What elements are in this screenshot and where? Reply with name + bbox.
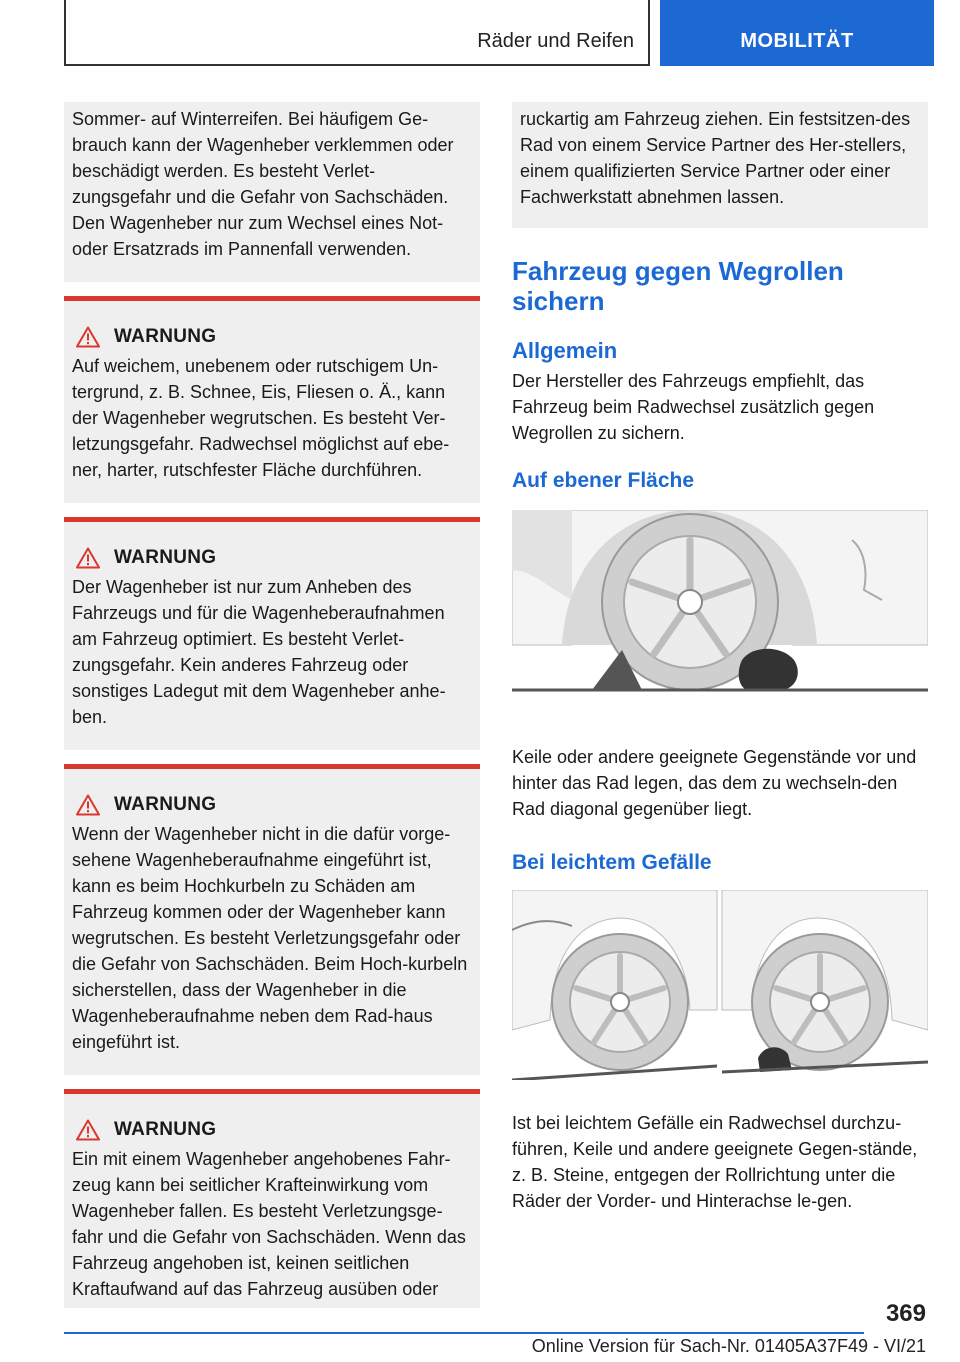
warning-title: WARNUNG: [114, 1119, 217, 1140]
footer-version-text: Online Version für Sach-Nr. 01405A37F49 - VI/21: [531, 1336, 926, 1356]
continued-box: [512, 102, 928, 228]
warning-box-3: [64, 764, 480, 1075]
chapter-tab-label: MOBILITÄT: [740, 30, 854, 52]
warning-header: [72, 1116, 472, 1144]
flat-surface-illustration: [512, 510, 928, 696]
subheading-slope: Bei leichtem Gefälle: [512, 851, 712, 874]
section-heading: Fahrzeug gegen Wegrollen sichern: [512, 256, 844, 316]
intro-text: Sommer- auf Winterreifen. Bei häufigem Ge-brauch kann der Wagenheber verklemmen oder beschädigt werden. Es besteht Verlet-zungsgefahr und die Gefahr von Sachschäden. Den Wagenheber nur zum Wechsel eines Not- oder Ersatzrads im Pannenfall verwenden.: [72, 109, 454, 259]
header-section-box: [64, 0, 650, 66]
flat-text: Keile oder andere geeignete Gegenstände vor und hinter das Rad legen, das dem zu wechseln-den Rad diagonal gegenüber liegt.: [512, 747, 917, 819]
warning-title: WARNUNG: [114, 794, 217, 815]
subheading-general: Allgemein: [512, 338, 618, 363]
section-title: Räder und Reifen: [477, 30, 634, 52]
warning-text: Wenn der Wagenheber nicht in die dafür vorge-sehene Wagenheberaufnahme eingeführt ist, kann es beim Hochkurbeln zu Schäden am Fahrzeug kommen oder der Wagenheber kann wegrutschen. Es besteht Verletzungsgefahr oder die Gefahr von Sachschäden. Beim Hoch-kurbeln sicherstellen, dass der Wagenheber in die Wagenheberaufnahme neben dem Rad-haus eingeführt ist.: [72, 824, 468, 1052]
warning-header: [72, 323, 472, 351]
page-number: 369: [885, 1300, 926, 1327]
warning-text: Ein mit einem Wagenheber angehobenes Fahr-zeug kann bei seitlicher Krafteinwirkung vom Wagenheber fallen. Es besteht Verletzungsge-fahr und die Gefahr von Sachschäden. Wenn das Fahrzeug angehoben ist, keinen seitlichen Kraftaufwand auf das Fahrzeug ausüben oder: [72, 1149, 466, 1299]
warning-triangle-icon: [76, 794, 100, 816]
warning-triangle-icon: [76, 1119, 100, 1141]
wheel-chock-illustration: [512, 510, 928, 693]
slope-text: Ist bei leichtem Gefälle ein Radwechsel durchzu-führen, Keile und andere geeignete Gegen-stände, z. B. Steine, entgegen der Rollrichtung unter die Räder der Vorder- und Hinterachse le-gen.: [512, 1113, 918, 1211]
warning-triangle-icon: [76, 547, 100, 569]
warning-title: WARNUNG: [114, 547, 217, 568]
chapter-tab[interactable]: [660, 0, 934, 66]
warning-text: Auf weichem, unebenem oder rutschigem Un-tergrund, z. B. Schnee, Eis, Fliesen o. Ä., kann der Wagenheber wegrutschen. Es besteht Ver-letzungsgefahr. Radwechsel möglichst auf ebe-ner, harter, rutschfester Fläche durchführen.: [72, 356, 450, 480]
slope-illustration: [512, 890, 928, 1080]
continued-text: ruckartig am Fahrzeug ziehen. Ein festsitzen-des Rad von einem Service Partner des Her-stellers, einem qualifizierten Service Partner oder einer Fachwerkstatt abnehmen lassen.: [520, 109, 911, 207]
general-text: Der Hersteller des Fahrzeugs empfiehlt, das Fahrzeug beim Radwechsel zusätzlich gegen Wegrollen zu sichern.: [512, 371, 875, 443]
warning-triangle-icon: [76, 326, 100, 348]
warning-title: WARNUNG: [114, 326, 217, 347]
slope-wheels-illustration: [512, 890, 928, 1080]
warning-box-2: [64, 517, 480, 750]
warning-header: [72, 544, 472, 572]
footer-divider: [64, 1332, 864, 1334]
warning-header: [72, 791, 472, 819]
warning-box-4: [64, 1089, 480, 1308]
intro-box: [64, 102, 480, 282]
warning-box-1: [64, 296, 480, 503]
left-column: [64, 102, 480, 1308]
right-column: [512, 102, 928, 1214]
subheading-flat: Auf ebener Fläche: [512, 469, 695, 492]
warning-text: Der Wagenheber ist nur zum Anheben des Fahrzeugs und für die Wagenheberaufnahmen am Fahrzeug optimiert. Es besteht Verlet-zungsgefahr. Kein anderes Fahrzeug oder sonstiges Ladegut mit dem Wagenheber anhe-ben.: [72, 577, 446, 727]
